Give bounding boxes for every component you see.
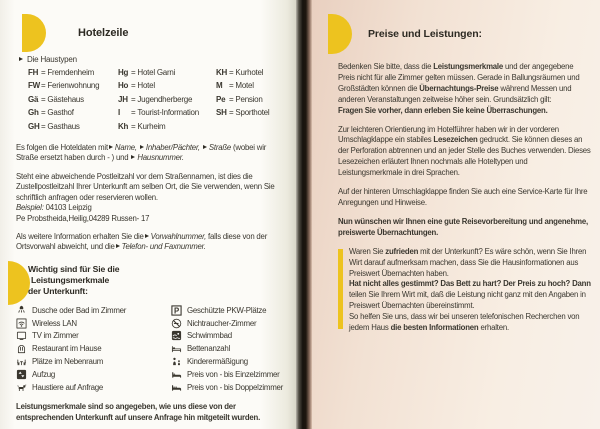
list-item: Nichtraucher-Zimmer <box>171 317 284 330</box>
beispiel-label: Beispiel: <box>16 203 44 213</box>
elevator-icon <box>16 369 27 380</box>
section-wichtig-header <box>16 264 284 301</box>
shower-icon <box>16 305 27 316</box>
table-row: Gh = Gasthof <box>28 108 74 118</box>
table-row: FH = Fremdenheim <box>28 68 95 77</box>
child-discount-icon <box>171 356 182 367</box>
page-title: Hotelzeile <box>78 27 129 39</box>
feedback-box <box>338 247 592 334</box>
list-item: Bettenanzahl <box>171 342 284 355</box>
paragraph-weitere-information: Als weitere Information erhalten Sie die Vorwahlnummer, falls diese von der Ortsvorwahl abweicht, und die Telefon- und Faxnummer. <box>16 232 268 252</box>
wichtig-line3: der Unterkunft: <box>28 286 88 297</box>
restaurant-icon <box>16 343 27 354</box>
table-row: Hg = Hotel Garni <box>118 68 176 77</box>
beispiel-line2: Pe Probstheida,Heilig,04289 Russen- 17 <box>16 213 150 223</box>
left-page <box>0 0 296 429</box>
swimming-icon <box>171 330 182 341</box>
paragraph-preis-hinweis: Bedenken Sie bitte, dass die Leistungsmerkmale und der angegebene Preis nicht für alle Zimmer gelten müssen. Gerade in Ballungsräumen und Großstädten können die Übernachtungs-Preise während Messen und anderen Veranstaltungen zeitweise höher sein. Grundsätzlich gilt: Fragen Sie vorher, dann erleben Sie keine Überraschungen. <box>338 62 580 115</box>
legend-left-column <box>16 304 169 394</box>
list-item: TV im Zimmer <box>16 329 169 342</box>
triangle-bullet-icon <box>203 145 207 149</box>
house-type-col2 <box>118 68 216 135</box>
no-smoking-icon <box>171 318 182 329</box>
table-row: I = Tourist-Information <box>118 108 199 118</box>
wichtig-line2: Leistungsmerkmale <box>31 275 110 286</box>
left-page-footer-note: Leistungsmerkmale sind so angegeben, wie uns diese von der entsprechenden Unterkunft auf unsere Anfrage hin mitgeteilt wurden. <box>16 402 261 422</box>
section-hotelzeile-header <box>16 12 284 52</box>
table-row: M = Motel <box>216 81 254 91</box>
list-item: Schwimmbad <box>171 329 284 342</box>
list-item: Preis von - bis Einzelzimmer <box>171 368 284 381</box>
paragraph-wuensche: Nun wünschen wir Ihnen eine gute Reisevorbereitung und angenehme, preiswerte Übernachtungen. <box>338 216 588 237</box>
dog-icon <box>16 382 27 393</box>
paragraph-hoteldaten: Es folgen die Hoteldaten mit Name, Inhaber/Pächter, Straße (wobei wir Straße ersetzt haben durch - ) und Hausnummer. <box>16 142 267 163</box>
list-item: P Geschützte PKW-Plätze <box>171 304 284 317</box>
amenity-legend <box>16 304 284 394</box>
list-item: Plätze im Nebenraum <box>16 355 169 368</box>
legend-right-column <box>171 304 284 394</box>
yellow-halfdisc-icon <box>22 14 46 52</box>
table-row: Kh = Kurheim <box>118 121 166 131</box>
single-bed-icon <box>171 369 182 380</box>
bold-advice-line: Fragen Sie vorher, dann erleben Sie keine Überraschungen. <box>338 105 548 115</box>
tv-icon <box>16 330 27 341</box>
feedback-line-1: Waren Sie zufrieden mit der Unterkunft? Es wäre schön, wenn Sie Ihren Wirt darauf aufmerksam machen, dass Sie die Hausinformationen aus Preiswert Übernachten haben. <box>349 246 587 278</box>
wichtig-line1: Wichtig sind für Sie die <box>28 263 120 274</box>
right-page-title: Preise und Leistungen: <box>368 28 482 40</box>
table-row: KH = Kurhotel <box>216 68 264 77</box>
list-item: Dusche oder Bad im Zimmer <box>16 304 169 317</box>
triangle-bullet-icon <box>131 155 135 159</box>
table-row: GH = Gasthaus <box>28 121 80 131</box>
haustypen-label-row <box>18 55 284 64</box>
list-item: Aufzug <box>16 368 169 381</box>
table-row: Ho = Hotel <box>118 81 155 91</box>
feedback-line-2: Hat nicht alles gestimmt? Das Bett zu hart? Der Preis zu hoch? Dann teilen Sie Ihrem Wirt mit, daß die Leistung nicht ganz mit den Angaben in Preiswert Übernachten übereinstimmt. <box>349 279 591 311</box>
table-row: SH = Sporthotel <box>216 108 270 118</box>
table-row: JH = Jugendherberge <box>118 94 193 104</box>
list-item: Wireless LAN <box>16 317 169 330</box>
house-type-table <box>28 68 284 135</box>
yellow-halfdisc-icon <box>8 261 30 305</box>
bed-count-icon <box>171 343 182 354</box>
list-item: Kinderermäßigung <box>171 355 284 368</box>
book-spine-gutter <box>296 0 312 429</box>
paragraph-servicekarte: Auf der hinteren Umschlagklappe finden Sie auch eine Service-Karte für Ihre Anregungen und Hinweise. <box>338 187 588 207</box>
wlan-icon <box>16 318 27 329</box>
haustypen-label: Die Haustypen <box>27 55 77 64</box>
paragraph-lesezeichen: Zur leichteren Orientierung im Hotelführer haben wir in der vorderen Umschlagklappe ein stabiles Lesezeichen gedruckt. Sie können dieses an der Perforation abtrennen und an jeder Stelle des Buches verwenden. Dieses Lesezeichen erläutert Ihnen nochmals alle Hoteltypen und Leistungsmerkmale in drei Sprachen. <box>338 124 591 178</box>
yellow-halfdisc-icon <box>328 14 352 54</box>
triangle-bullet-icon <box>19 57 23 61</box>
list-item: Restaurant im Hause <box>16 342 169 355</box>
house-type-col3 <box>216 68 284 135</box>
table-row: Gä = Gästehaus <box>28 94 84 104</box>
parking-icon <box>171 305 182 316</box>
house-type-col1 <box>28 68 118 135</box>
list-item: Haustiere auf Anfrage <box>16 381 169 394</box>
table-row: Pe = Pension <box>216 94 263 104</box>
triangle-bullet-icon <box>109 145 113 149</box>
feedback-line-3: So helfen Sie uns, dass wir bei unseren telefonischen Recherchen von jedem Haus die besten Informationen erhalten. <box>349 312 580 333</box>
section-preise-header <box>338 16 592 54</box>
right-page <box>312 0 600 429</box>
triangle-bullet-icon <box>116 244 120 248</box>
yellow-bar-icon <box>338 249 343 329</box>
paragraph-postleitzahl: Steht eine abweichende Postleitzahl vor dem Straßennamen, ist dies die Zustellpostleitzahl Ihrer Unterkunft am selben Ort, die Sie verwenden, wenn Sie schriftlich anfragen oder reservieren wollen. Beispiel: 04103 Leipzig Pe Probstheida,Heilig,04289 Russen- 17 <box>16 171 275 223</box>
triangle-bullet-icon <box>145 234 149 238</box>
seats-icon <box>16 356 27 367</box>
triangle-bullet-icon <box>140 145 144 149</box>
double-bed-icon <box>171 382 182 393</box>
svg-text:P: P <box>174 306 179 316</box>
list-item: Preis von - bis Doppelzimmer <box>171 381 284 394</box>
table-row: FW= Ferienwohnung <box>28 81 100 91</box>
